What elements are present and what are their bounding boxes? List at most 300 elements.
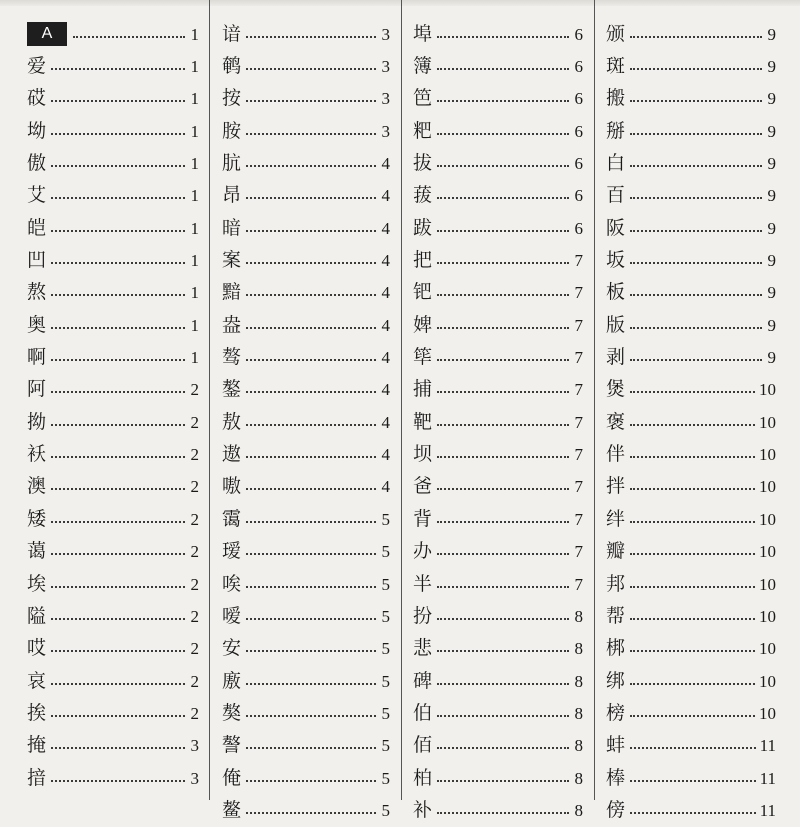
dot-leader <box>246 811 376 814</box>
entry-character: 案 <box>222 249 242 272</box>
page-number: 8 <box>574 736 583 756</box>
page-number: 5 <box>381 639 390 659</box>
entry-character: 掰 <box>606 119 626 142</box>
page-number: 11 <box>759 736 776 756</box>
page-number: 10 <box>759 509 776 529</box>
dot-leader <box>630 390 755 393</box>
index-entry <box>222 665 390 697</box>
page-number: 7 <box>574 251 583 271</box>
dot-leader <box>630 487 755 490</box>
entry-character: 悲 <box>413 637 433 660</box>
index-entry <box>606 212 776 244</box>
dot-leader <box>437 779 569 782</box>
index-column-2 <box>222 18 390 827</box>
dot-leader <box>51 261 185 264</box>
entry-character: 敖 <box>222 410 242 433</box>
page-number: 9 <box>767 348 776 368</box>
index-entry <box>222 147 390 179</box>
page-number: 10 <box>759 412 776 432</box>
dot-leader <box>51 682 185 685</box>
index-entry <box>27 536 199 568</box>
entry-character: 鳌 <box>222 798 242 821</box>
dot-leader <box>437 423 569 426</box>
page-number: 7 <box>574 412 583 432</box>
page-number: 9 <box>767 283 776 303</box>
index-entry <box>413 730 583 762</box>
entry-character: 傍 <box>606 798 626 821</box>
dot-leader <box>630 358 762 361</box>
page-number: 5 <box>381 768 390 788</box>
page-number: 7 <box>574 574 583 594</box>
page-number: 9 <box>767 186 776 206</box>
index-entry <box>27 180 199 212</box>
index-entry <box>413 762 583 794</box>
index-entry <box>27 568 199 600</box>
index-entry <box>606 309 776 341</box>
dot-leader <box>246 779 376 782</box>
page-number: 3 <box>190 736 199 756</box>
entry-character: 粑 <box>413 119 433 142</box>
entry-character: 钯 <box>413 281 433 304</box>
dot-leader <box>246 196 376 199</box>
page-number: 1 <box>190 218 199 238</box>
dot-leader <box>630 326 762 329</box>
entry-character: 掩 <box>27 734 47 757</box>
index-entry <box>606 277 776 309</box>
index-entry <box>222 309 390 341</box>
dot-leader <box>437 487 569 490</box>
entry-character: 奥 <box>27 313 47 336</box>
index-entry <box>413 244 583 276</box>
dot-leader <box>437 261 569 264</box>
entry-character: 坂 <box>606 249 626 272</box>
entry-character: 板 <box>606 281 626 304</box>
column-divider <box>594 0 595 800</box>
dot-leader <box>246 390 376 393</box>
page-number: 2 <box>190 606 199 626</box>
dot-leader <box>630 67 762 70</box>
entry-character: 黯 <box>222 281 242 304</box>
dot-leader <box>437 35 569 38</box>
page-number: 1 <box>190 24 199 44</box>
entry-character: 矮 <box>27 507 47 530</box>
dot-leader <box>630 229 762 232</box>
entry-character: 伴 <box>606 443 626 466</box>
dot-leader <box>246 326 376 329</box>
dot-leader <box>246 35 376 38</box>
page-number: 2 <box>190 445 199 465</box>
index-entry <box>222 600 390 632</box>
page-number: 10 <box>759 542 776 562</box>
dot-leader <box>246 714 376 717</box>
index-entry <box>413 147 583 179</box>
entry-character: 唉 <box>222 572 242 595</box>
index-entry <box>27 438 199 470</box>
dot-leader <box>246 67 376 70</box>
index-entry <box>606 83 776 115</box>
entry-character: 斑 <box>606 55 626 78</box>
page-number: 7 <box>574 445 583 465</box>
entry-character: 绑 <box>606 669 626 692</box>
dot-leader <box>630 261 762 264</box>
page-number: 2 <box>190 671 199 691</box>
dot-leader <box>630 164 762 167</box>
dot-leader <box>437 714 569 717</box>
page-number: 7 <box>574 348 583 368</box>
entry-character: 笆 <box>413 87 433 110</box>
page-number: 4 <box>381 412 390 432</box>
dot-leader <box>630 746 756 749</box>
dot-leader <box>51 293 185 296</box>
dot-leader <box>630 455 755 458</box>
page-number: 9 <box>767 89 776 109</box>
entry-character: 碑 <box>413 669 433 692</box>
index-entry <box>27 730 199 762</box>
entry-character: 坳 <box>27 119 47 142</box>
entry-character: 鹌 <box>222 55 242 78</box>
index-entry <box>222 568 390 600</box>
page-number: 6 <box>574 89 583 109</box>
dot-leader <box>246 455 376 458</box>
page-number: 3 <box>190 768 199 788</box>
entry-character: 百 <box>606 184 626 207</box>
index-entry <box>606 762 776 794</box>
page-number: 10 <box>759 606 776 626</box>
page-number: 10 <box>759 380 776 400</box>
entry-character: 澳 <box>27 475 47 498</box>
page-number: 4 <box>381 477 390 497</box>
entry-character: 捕 <box>413 378 433 401</box>
dot-leader <box>437 390 569 393</box>
index-entry <box>27 633 199 665</box>
entry-character: 瑷 <box>222 540 242 563</box>
page-number: 7 <box>574 542 583 562</box>
index-entry <box>606 50 776 82</box>
page-number: 1 <box>190 348 199 368</box>
page-number: 2 <box>190 477 199 497</box>
index-entry <box>27 309 199 341</box>
index-column-3 <box>413 18 583 827</box>
dot-leader <box>246 261 376 264</box>
index-entry <box>27 83 199 115</box>
dot-leader <box>630 35 762 38</box>
page-number: 6 <box>574 218 583 238</box>
page-number: 8 <box>574 703 583 723</box>
dot-leader <box>51 229 185 232</box>
index-entry <box>27 212 199 244</box>
section-letter-badge: A <box>27 22 67 46</box>
entry-character: 哎 <box>27 637 47 660</box>
entry-character: 埃 <box>27 572 47 595</box>
dot-leader <box>437 293 569 296</box>
entry-character: 挨 <box>27 701 47 724</box>
page-number: 10 <box>759 477 776 497</box>
page-number: 2 <box>190 703 199 723</box>
index-entry <box>413 697 583 729</box>
entry-character: 扮 <box>413 604 433 627</box>
page-number: 4 <box>381 283 390 303</box>
dot-leader <box>630 520 755 523</box>
entry-character: 办 <box>413 540 433 563</box>
dot-leader <box>246 617 376 620</box>
index-entry <box>222 83 390 115</box>
dot-leader <box>246 293 376 296</box>
dot-leader <box>437 649 569 652</box>
entry-character: 剥 <box>606 346 626 369</box>
entry-character: 簿 <box>413 55 433 78</box>
dot-leader <box>630 132 762 135</box>
dot-leader <box>51 617 185 620</box>
page-number: 8 <box>574 606 583 626</box>
dot-leader <box>51 99 185 102</box>
dot-leader <box>51 746 185 749</box>
index-entry <box>606 471 776 503</box>
dot-leader <box>51 164 185 167</box>
index-entry <box>222 406 390 438</box>
page-number: 2 <box>190 380 199 400</box>
page-number: 1 <box>190 121 199 141</box>
page-top-edge <box>0 0 800 6</box>
index-entry <box>606 600 776 632</box>
entry-character: 傲 <box>27 152 47 175</box>
index-entry <box>413 212 583 244</box>
page-number: 7 <box>574 380 583 400</box>
entry-character: 埠 <box>413 22 433 45</box>
dot-leader <box>437 520 569 523</box>
entry-character: 啊 <box>27 346 47 369</box>
index-entry <box>413 115 583 147</box>
dot-leader <box>437 196 569 199</box>
dot-leader <box>630 552 755 555</box>
index-entry <box>606 697 776 729</box>
index-entry <box>27 697 199 729</box>
entry-character: 俺 <box>222 766 242 789</box>
index-entry <box>606 633 776 665</box>
page-number: 5 <box>381 509 390 529</box>
dot-leader <box>246 423 376 426</box>
index-entry <box>606 536 776 568</box>
page-number: 9 <box>767 251 776 271</box>
dot-leader <box>630 99 762 102</box>
dot-leader <box>630 779 756 782</box>
index-entry <box>606 568 776 600</box>
dot-leader <box>51 779 185 782</box>
page-number: 4 <box>381 154 390 174</box>
index-entry <box>413 50 583 82</box>
page-number: 4 <box>381 315 390 335</box>
dot-leader <box>246 552 376 555</box>
entry-character: 獒 <box>222 701 242 724</box>
entry-character: 凹 <box>27 249 47 272</box>
index-entry <box>413 341 583 373</box>
page-number: 2 <box>190 509 199 529</box>
entry-character: 暗 <box>222 216 242 239</box>
entry-character: 謷 <box>222 734 242 757</box>
page-number: 1 <box>190 283 199 303</box>
page-number: 6 <box>574 57 583 77</box>
entry-character: 补 <box>413 798 433 821</box>
dot-leader <box>51 196 185 199</box>
entry-character: 哀 <box>27 669 47 692</box>
dot-leader <box>437 585 569 588</box>
index-entry <box>222 536 390 568</box>
index-entry <box>27 374 199 406</box>
page-number: 6 <box>574 186 583 206</box>
page-number: 5 <box>381 606 390 626</box>
column-divider <box>401 0 402 800</box>
dot-leader <box>630 293 762 296</box>
dot-leader <box>437 746 569 749</box>
dot-leader <box>437 682 569 685</box>
entry-character: 煲 <box>606 378 626 401</box>
entry-character: 昂 <box>222 184 242 207</box>
dot-leader <box>630 423 755 426</box>
entry-character: 爱 <box>27 55 47 78</box>
index-entry <box>27 147 199 179</box>
entry-character: 筚 <box>413 346 433 369</box>
index-entry <box>606 18 776 50</box>
entry-character: 拔 <box>413 152 433 175</box>
entry-character: 按 <box>222 87 242 110</box>
page-number: 1 <box>190 186 199 206</box>
entry-character: 绊 <box>606 507 626 530</box>
page-number: 8 <box>574 671 583 691</box>
index-entry <box>27 503 199 535</box>
dot-leader <box>630 811 756 814</box>
dot-leader <box>630 649 755 652</box>
index-entry <box>27 244 199 276</box>
dot-leader <box>246 132 376 135</box>
index-entry <box>606 794 776 826</box>
entry-character: 隘 <box>27 604 47 627</box>
page-number: 9 <box>767 315 776 335</box>
index-entry <box>222 50 390 82</box>
entry-character: 蔼 <box>27 540 47 563</box>
dot-leader <box>437 326 569 329</box>
entry-character: 熬 <box>27 281 47 304</box>
index-entry <box>222 212 390 244</box>
dot-leader <box>51 390 185 393</box>
index-entry <box>413 83 583 115</box>
entry-character: 瓣 <box>606 540 626 563</box>
index-entry <box>413 471 583 503</box>
page-number: 1 <box>190 89 199 109</box>
entry-character: 骜 <box>222 346 242 369</box>
entry-character: 袄 <box>27 443 47 466</box>
entry-character: 谙 <box>222 22 242 45</box>
index-entry <box>413 568 583 600</box>
index-entry <box>413 406 583 438</box>
entry-character: 肮 <box>222 152 242 175</box>
index-entry <box>222 244 390 276</box>
entry-character: 柏 <box>413 766 433 789</box>
entry-character: 棒 <box>606 766 626 789</box>
dot-leader <box>246 164 376 167</box>
entry-character: 背 <box>413 507 433 530</box>
index-entry <box>222 503 390 535</box>
index-entry <box>222 341 390 373</box>
entry-character: 邦 <box>606 572 626 595</box>
entry-character: 褒 <box>606 410 626 433</box>
index-entry <box>27 277 199 309</box>
index-entry <box>606 244 776 276</box>
page-number: 2 <box>190 574 199 594</box>
dot-leader <box>437 67 569 70</box>
index-entry <box>606 341 776 373</box>
dot-leader <box>51 520 185 523</box>
index-entry <box>413 374 583 406</box>
entry-character: 跋 <box>413 216 433 239</box>
page-number: 5 <box>381 736 390 756</box>
entry-character: 拗 <box>27 410 47 433</box>
dot-leader <box>51 714 185 717</box>
index-entry <box>27 115 199 147</box>
index-entry <box>413 665 583 697</box>
entry-character: 盎 <box>222 313 242 336</box>
page-number: 4 <box>381 251 390 271</box>
page-number: 7 <box>574 477 583 497</box>
dot-leader <box>246 520 376 523</box>
entry-character: 嗷 <box>222 475 242 498</box>
index-entry <box>222 697 390 729</box>
dot-leader <box>51 326 185 329</box>
dot-leader <box>51 552 185 555</box>
page-number: 3 <box>381 24 390 44</box>
index-entry <box>606 665 776 697</box>
entry-character: 坝 <box>413 443 433 466</box>
index-entry <box>413 536 583 568</box>
page-number: 4 <box>381 445 390 465</box>
page-number: 7 <box>574 283 583 303</box>
index-entry <box>27 762 199 794</box>
dot-leader <box>630 617 755 620</box>
page-number: 10 <box>759 574 776 594</box>
index-entry <box>222 115 390 147</box>
index-entry <box>27 665 199 697</box>
dot-leader <box>51 358 185 361</box>
dot-leader <box>437 617 569 620</box>
page-number: 10 <box>759 639 776 659</box>
index-entry <box>222 794 390 826</box>
page-number: 6 <box>574 121 583 141</box>
entry-character: 搬 <box>606 87 626 110</box>
entry-character: 颁 <box>606 22 626 45</box>
dot-leader <box>51 423 185 426</box>
dot-leader <box>437 552 569 555</box>
entry-character: 把 <box>413 249 433 272</box>
page-number: 4 <box>381 218 390 238</box>
page-number: 4 <box>381 186 390 206</box>
page-number: 2 <box>190 542 199 562</box>
entry-character: 佰 <box>413 734 433 757</box>
page-number: 3 <box>381 57 390 77</box>
index-entry <box>27 600 199 632</box>
entry-character: 婢 <box>413 313 433 336</box>
dot-leader <box>437 455 569 458</box>
dot-leader <box>51 649 185 652</box>
dot-leader <box>630 196 762 199</box>
dot-leader <box>246 746 376 749</box>
page-number: 2 <box>190 639 199 659</box>
index-entry <box>606 147 776 179</box>
page-number: 10 <box>759 671 776 691</box>
page-number: 9 <box>767 121 776 141</box>
page-number: 7 <box>574 509 583 529</box>
dot-leader <box>246 487 376 490</box>
page-number: 5 <box>381 800 390 820</box>
page-number: 4 <box>381 380 390 400</box>
entry-character: 嗳 <box>222 604 242 627</box>
